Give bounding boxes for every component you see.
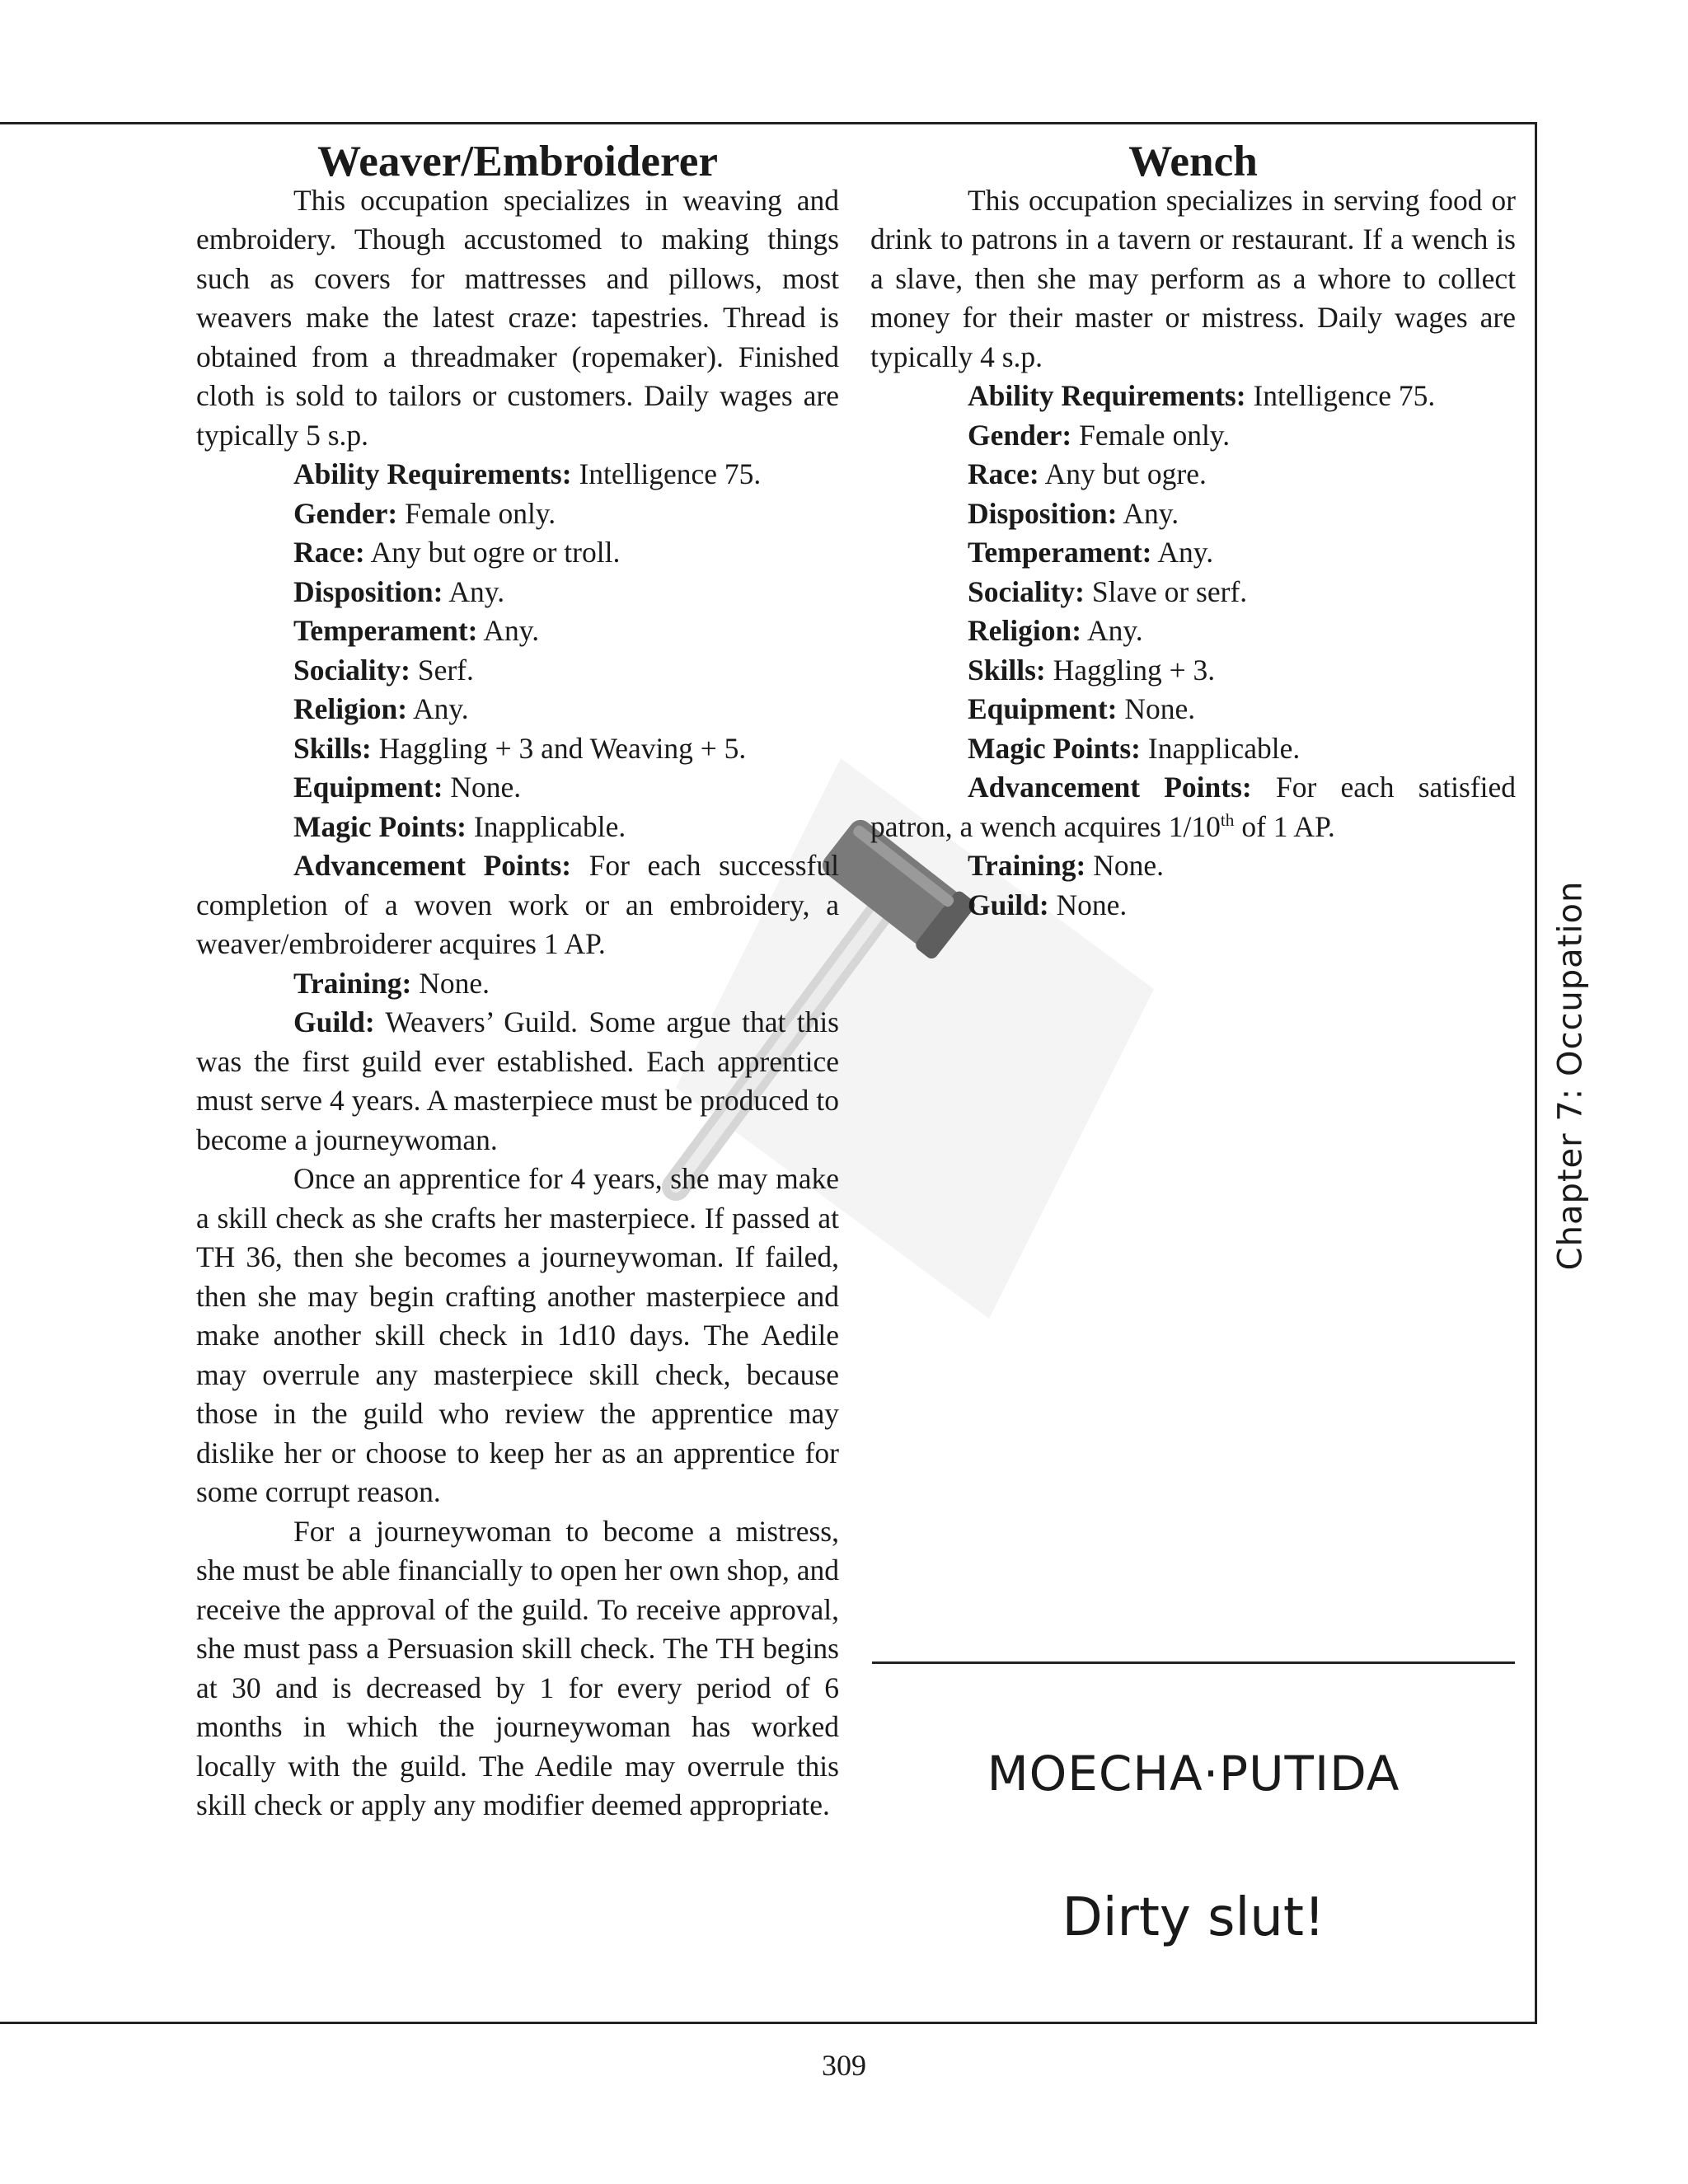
stat-label: Advancement Points: [293,849,572,882]
stat-label: Training: [293,966,412,1000]
stat-value: Serf. [410,653,474,687]
stat-label: Skills: [293,731,372,765]
stat-value: Female only. [1071,418,1231,452]
column-wench [870,137,1517,925]
stat-gender [870,416,1516,456]
weaver-paragraph-mistress: For a journeywoman to become a mistress, she must be able financially to open her own shop, and receive the approval of the guild. To receive approval, she must pass a Persuasion skill check. The TH begins at 30 and is decreased by 1 for every period of 6 months in which the journeywoman has worked locally with the guild. The Aedile may overrule this skill check or apply any modifier deemed appropriate. [196,1514,839,1821]
stat-label: Disposition: [293,574,443,608]
stat-label: Equipment: [968,692,1118,725]
stat-value: None. [1048,888,1128,921]
stat-label: Advancement Points: [968,771,1252,804]
stat-disposition [196,573,839,612]
stat-ability [870,377,1516,416]
stat-label: Gender: [293,496,398,530]
stat-label: Magic Points: [293,809,467,843]
stat-label: Skills: [968,653,1046,687]
motto-latin: MOECHA·PUTIDA [987,1746,1400,1802]
stat-value: For each successful completion of a woven work or an embroidery, a weaver/embroiderer acquires 1 AP. [196,849,839,960]
stat-value: None. [1085,849,1164,882]
stat-value: Slave or serf. [1084,574,1248,608]
stat-value: Intelligence 75. [571,457,762,490]
stat-label: Magic Points: [968,731,1142,765]
stat-value: Weavers’ Guild. Some argue that this was the first guild ever established. Each apprentice must serve 4 years. A masterpiece must be produced to become a journeywoman. [196,1005,839,1156]
stat-label: Sociality: [968,574,1085,608]
stat-label: Equipment: [293,771,443,804]
stat-value: Any. [1151,536,1214,569]
stat-label: Guild: [293,1005,375,1038]
motto-divider [872,1661,1515,1664]
wench-intro: This occupation specializes in serving food or drink to patrons in a tavern or restaurant. If a wench is a slave, then she may perform as a whore to collect money for their master or mistress. Daily wages are typically 4 s.p. [870,183,1516,373]
stat-training [196,964,839,1004]
stat-value: Intelligence 75. [1245,379,1436,412]
stat-skills [870,651,1516,691]
stat-label: Sociality: [293,653,410,687]
heading-weaver: Weaver/Embroiderer [316,137,719,185]
stat-value: Any. [407,692,469,725]
stat-value: Any. [443,574,505,608]
stat-value: Any. [477,614,540,647]
chapter-sidebar [1541,880,1599,1271]
stat-label: Ability Requirements: [293,457,572,490]
superscript-th: th [1220,809,1235,830]
stat-sociality [196,651,839,691]
stat-value: None. [1117,692,1196,725]
stat-label: Gender: [968,418,1072,452]
stat-label: Religion: [293,692,408,725]
stat-value: Any. [1081,614,1143,647]
stat-religion [870,612,1516,651]
weaver-paragraph-masterpiece: Once an apprentice for 4 years, she may make a skill check as she crafts her masterpiece. If passed at TH 36, then she becomes a journeywoman. If failed, then she may begin crafting another masterpiece and make another skill check in 1d10 days. The Aedile may overrule any masterpiece skill check, because those in the guild who review the apprentice may dislike her or choose to keep her as an apprentice for some corrupt reason. [196,1162,839,1508]
stat-guild [196,1003,839,1160]
stat-label: Ability Requirements: [968,379,1246,412]
column-weaver [196,137,839,1825]
stat-label: Temperament: [293,614,478,647]
stat-guild [870,886,1516,926]
stat-label: Guild: [968,888,1049,921]
stat-value: Inapplicable. [467,809,626,843]
stat-advancement [196,846,839,964]
stat-value: Female only. [397,496,556,530]
chapter-label: Chapter 7: Occupation [1551,880,1589,1271]
heading-wench: Wench [1128,137,1258,185]
stat-skills [196,729,839,769]
stat-label: Temperament: [968,536,1152,569]
stat-religion [196,690,839,729]
wench-stats [870,377,1516,768]
weaver-intro: This occupation specializes in weaving and embroidery. Though accustomed to making things such as covers for mattresses and pillows, most weavers make the latest craze: tapestries. Thread is obtained from a threadmaker (ropemaker). Finished cloth is sold to tailors or customers. Daily wages are typically 5 s.p. [196,183,839,452]
stat-gender [196,494,839,534]
stat-value: None. [411,966,490,1000]
stat-temperament [870,533,1516,573]
stat-value: Any but ogre or troll. [364,536,621,569]
stat-label: Race: [293,536,365,569]
stat-label: Disposition: [968,496,1118,530]
stat-advancement [870,768,1516,846]
page-number: 309 [822,2049,866,2082]
stat-value-tail: of 1 AP. [1234,809,1335,843]
stat-value: Any. [1117,496,1179,530]
motto-translation: Dirty slut! [1062,1887,1325,1948]
stat-label: Religion: [968,614,1082,647]
stat-magic-points [870,729,1516,769]
stat-temperament [196,612,839,651]
stat-value: Haggling + 3. [1045,653,1216,687]
stat-equipment [196,768,839,808]
stat-label: Training: [968,849,1086,882]
stat-value: Any but ogre. [1039,457,1207,490]
stat-value: Haggling + 3 and Weaving + 5. [371,731,747,765]
stat-sociality [870,573,1516,612]
stat-disposition [870,494,1516,534]
stat-value: None. [443,771,522,804]
stat-ability [196,455,839,494]
stat-value: For each satisfied patron, a wench acquires 1/10 [870,771,1517,843]
stat-magic-points [196,808,839,847]
weaver-stats [196,455,839,846]
stat-race [196,533,839,573]
stat-equipment [870,690,1516,729]
stat-race [870,455,1516,494]
stat-value: Inapplicable. [1141,731,1301,765]
stat-label: Race: [968,457,1039,490]
stat-training [870,846,1516,886]
